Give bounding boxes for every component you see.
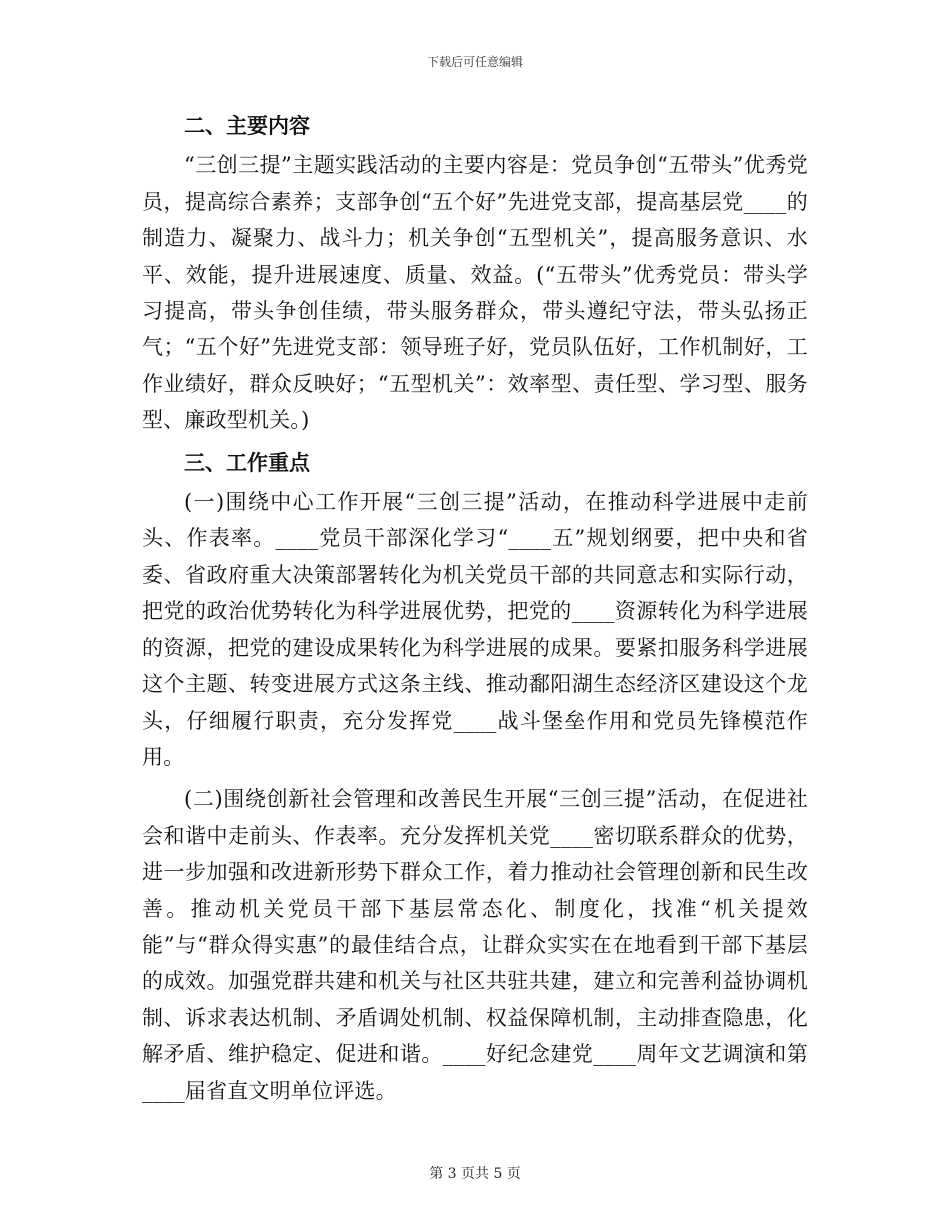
paragraph-focus-one: (一)围绕中心工作开展“三创三提”活动，在推动科学进展中走前头、作表率。____党员干部深化学习“____五”规划纲要，把中央和省委、省政府重大决策部署转化为机关党员干部的共同意志和实际行动，把党的政治优势转化为科学进展优势，把党的____资源转化为科学进展的资源，把党的建设成果转化为科学进展的成果。要紧扣服务科学进展这个主题、转变进展方式这条主线、推动鄱阳湖生态经济区建设这个龙头，仔细履行职责，充分发挥党____战斗堡垒作用和党员先锋模范作用。 — [142, 490, 808, 769]
section-heading-work-focus: 三、工作重点 — [184, 450, 310, 475]
section-heading-main-content: 二、主要内容 — [184, 114, 310, 138]
document-body — [142, 108, 808, 1109]
page-header: 下载后可任意编辑 — [426, 55, 523, 69]
page-footer: 第 3 页共 5 页 — [429, 1166, 521, 1182]
paragraph-focus-two: (二)围绕创新社会管理和改善民生开展“三创三提”活动，在促进社会和谐中走前头、作表率。充分发挥机关党____密切联系群众的优势，进一步加强和改进新形势下群众工作，着力推动社会管理创新和民生改善。推动机关党员干部下基层常态化、制度化，找准“机关提效能”与“群众得实惠”的最佳结合点，让群众实实在在地看到干部下基层的成效。加强党群共建和机关与社区共驻共建，建立和完善利益协调机制、诉求表达机制、矛盾调处机制、权益保障机制，主动排查隐患，化解矛盾、维护稳定、促进和谐。____好纪念建党____周年文艺调演和第____届省直文明单位评选。 — [142, 787, 808, 1103]
paragraph-main-content: “三创三提”主题实践活动的主要内容是：党员争创“五带头”优秀党员，提高综合素养；支部争创“五个好”先进党支部，提高基层党____的制造力、凝聚力、战斗力；机关争创“五型机关”，提高服务意识、水平、效能，提升进展速度、质量、效益。(“五带头”优秀党员：带头学习提高，带头争创佳绩，带头服务群众，带头遵纪守法，带头弘扬正气；“五个好”先进党支部：领导班子好，党员队伍好，工作机制好，工作业绩好，群众反映好；“五型机关”：效率型、责任型、学习型、服务型、廉政型机关。) — [142, 153, 808, 433]
